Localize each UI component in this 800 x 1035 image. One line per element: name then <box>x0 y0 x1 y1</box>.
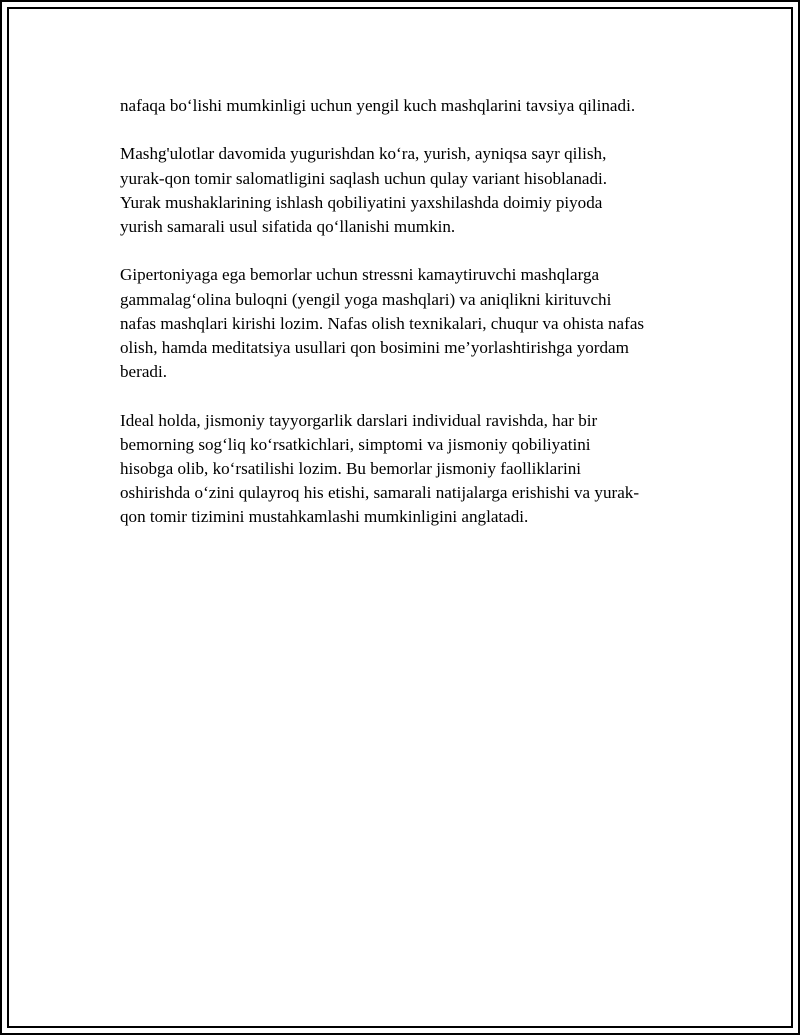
paragraph-1 <box>120 94 700 118</box>
text-line: Ideal holda, jismoniy tayyorgarlik darslari individual ravishda, har bir <box>120 410 598 430</box>
text-line: yurak-qon tomir salomatligini saqlash uchun qulay variant hisoblanadi. <box>120 168 608 188</box>
paragraph-2 <box>120 142 700 239</box>
text-line: oshirishda o‘zini qulayroq his etishi, samarali natijalarga erishishi va yurak- <box>120 483 640 503</box>
text-line: Mashg'ulotlar davomida yugurishdan ko‘ra, yurish, ayniqsa sayr qilish, <box>120 144 607 164</box>
document-body <box>120 94 700 554</box>
text-line: olish, hamda meditatsiya usullari qon bosimini me’yorlashtirishga yordam <box>120 338 629 357</box>
text-line: beradi. <box>120 362 167 382</box>
text-line: Gipertoniyaga ega bemorlar uchun stressni kamaytiruvchi mashqlarga <box>120 265 600 285</box>
text-line: nafas mashqlari kirishi lozim. Nafas olish texnikalari, chuqur va ohista nafas <box>120 313 645 333</box>
text-line: qon tomir tizimini mustahkamlashi mumkinligini anglatadi. <box>120 507 529 527</box>
paragraph-3 <box>120 263 700 384</box>
text-line: hisobga olib, ko‘rsatilishi lozim. Bu bemorlar jismoniy faolliklarini <box>120 459 581 478</box>
text-line: nafaqa bo‘lishi mumkinligi uchun yengil kuch mashqlarini tavsiya qilinadi. <box>120 96 636 115</box>
paragraph-4 <box>120 409 700 530</box>
text-line: Yurak mushaklarining ishlash qobiliyatini yaxshilashda doimiy piyoda <box>120 192 603 212</box>
text-line: bemorning sog‘liq ko‘rsatkichlari, simptomi va jismoniy qobiliyatini <box>120 434 591 454</box>
text-line: gammalag‘olina buloqni (yengil yoga mashqlari) va aniqlikni kirituvchi <box>120 289 612 309</box>
text-line: yurish samarali usul sifatida qo‘llanishi mumkin. <box>120 217 456 236</box>
